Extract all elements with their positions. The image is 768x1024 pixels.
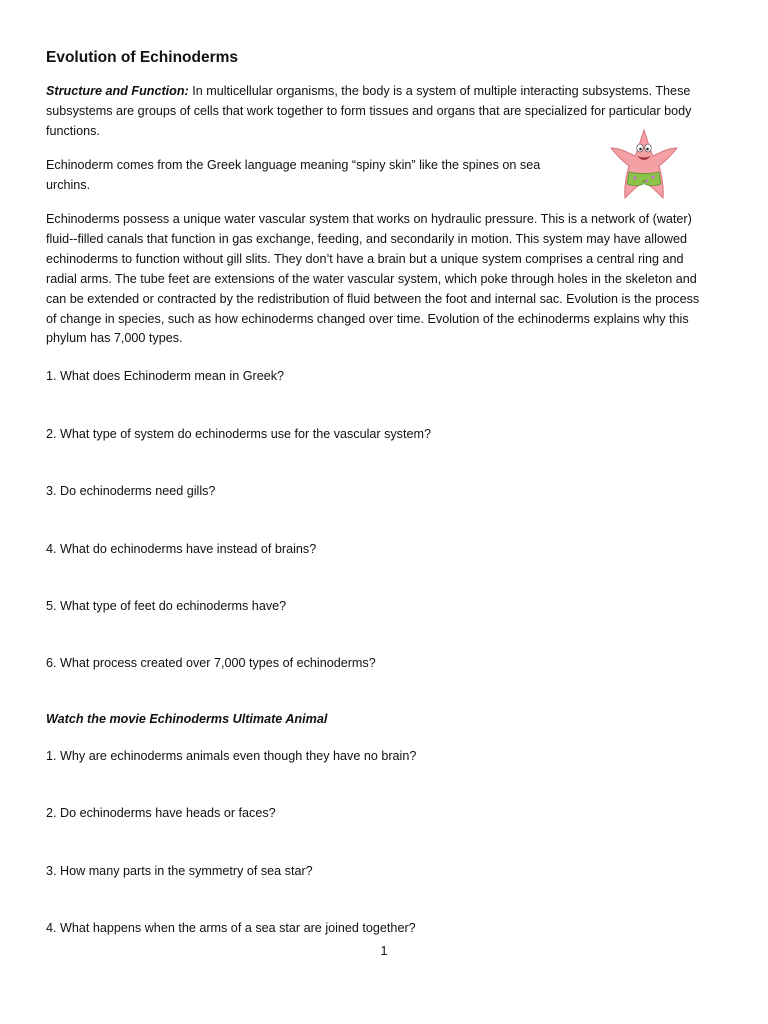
question-2: 2. What type of system do echinoderms use for the vascular system? — [46, 427, 431, 441]
greek-meaning-paragraph — [46, 156, 606, 196]
intro-text: In multicellular organisms, the body is a system of multiple interacting subsystems. These subsystems are groups of cells that work together to form tissues and organs that are specialized for particular body functions. — [46, 84, 692, 138]
question-1: 1. What does Echinoderm mean in Greek? — [46, 369, 285, 383]
cartoon-starfish-icon — [609, 128, 679, 206]
page-title: Evolution of Echinoderms — [46, 49, 239, 66]
intro-lead: Structure and Function: — [46, 84, 189, 98]
water-vascular-paragraph: Echinoderms possess a unique water vascular system that works on hydraulic pressure. This is a network of (water) fluid--filled canals that function in gas exchange, feeding, and secondarily in motion. This system may have allowed echinoderms to function without gill slits. They don’t have a brain but a unique system comprises a central ring and radial arms. The tube feet are extensions of the water vascular system, which poke through holes in the skeleton and can be extended or contracted by the redistribution of fluid between the foot and internal sac. Evolution is the process of change in species, such as how echinoderms changed over time. Evolution of the echinoderms explains why this phylum has 7,000 types. — [46, 212, 700, 346]
page-number: 1 — [380, 944, 388, 958]
movie-question-1: 1. Why are echinoderms animals even though they have no brain? — [46, 749, 417, 763]
question-6: 6. What process created over 7,000 types of echinoderms? — [46, 656, 376, 670]
intro-paragraph — [46, 82, 696, 142]
movie-question-2: 2. Do echinoderms have heads or faces? — [46, 806, 276, 820]
movie-question-3: 3. How many parts in the symmetry of sea star? — [46, 864, 313, 878]
movie-section-heading: Watch the movie Echinoderms Ultimate Animal — [46, 712, 328, 726]
question-4: 4. What do echinoderms have instead of brains? — [46, 542, 317, 556]
movie-question-4: 4. What happens when the arms of a sea star are joined together? — [46, 921, 416, 935]
greek-meaning-line-2: urchins. — [46, 177, 91, 192]
question-3: 3. Do echinoderms need gills? — [46, 484, 216, 498]
greek-meaning-line-1: Echinoderm comes from the Greek language meaning “spiny skin” like the spines on sea — [46, 158, 541, 172]
question-5: 5. What type of feet do echinoderms have? — [46, 599, 287, 613]
